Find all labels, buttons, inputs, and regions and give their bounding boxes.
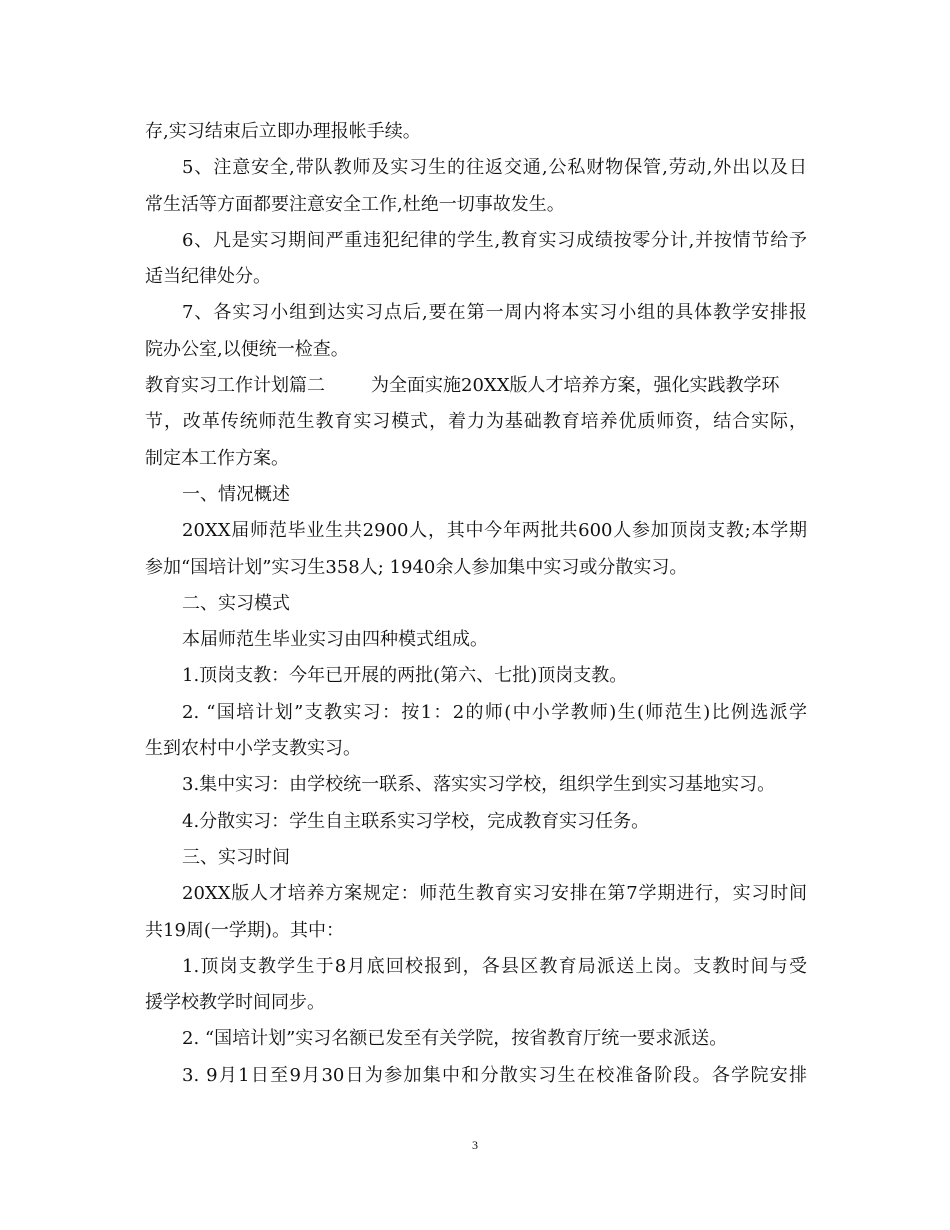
list-item: 2. “国培计划”实习名额已发至有关学院，按省教育厅统一要求派送。 [182,1028,728,1050]
text-line: 适当纪律处分。 [145,266,271,288]
list-item: 2. “国培计划”支教实习：按1：2的师(中小学教师)生(师范生)比例选派学 [182,701,807,723]
list-item: 3.集中实习：由学校统一联系、落实实习学校，组织学生到实习基地实习。 [182,774,776,796]
document-body [145,114,807,1094]
section-heading: 三、实习时间 [182,846,290,868]
text-line: 常生活等方面都要注意安全工作,杜绝一切事故发生。 [145,193,565,215]
text-line: 5、注意安全,带队教师及实习生的往返交通,公私财物保管,劳动,外出以及日 [182,157,807,179]
list-item: 4.分散实习：学生自主联系实习学校，完成教育实习任务。 [182,810,650,832]
page-number: 3 [472,1138,478,1152]
text-line: 院办公室,以便统一检查。 [145,338,349,360]
section-heading: 二、实习模式 [182,592,290,614]
text-line: 制定本工作方案。 [145,447,289,469]
text-line: 20XX版人才培养方案规定：师范生教育实习安排在第7学期进行，实习时间 [182,883,807,905]
section-heading: 一、情况概述 [182,483,290,505]
text-line: 生到农村中小学支教实习。 [145,738,361,760]
text-line-heading [145,368,807,404]
list-item: 1.顶岗支教：今年已开展的两批(第六、七批)顶岗支教。 [182,665,628,687]
text-line: 参加“国培计划”实习生358人; 1940余人参加集中实习或分散实习。 [145,556,688,578]
text-line: 援学校教学时间同步。 [145,992,325,1014]
list-item: 1.顶岗支教学生于8月底回校报到，各县区教育局派送上岗。支教时间与受 [182,955,807,977]
text-line: 本届师范生毕业实习由四种模式组成。 [182,629,488,651]
text-line: 为全面实施20XX版人才培养方案，强化实践教学环 [371,375,780,397]
text-line: 节，改革传统师范生教育实习模式，着力为基础教育培养优质师资，结合实际， [145,411,807,433]
text-line: 7、各实习小组到达实习点后,要在第一周内将本实习小组的具体教学安排报 [182,302,807,324]
text-line: 存,实习结束后立即办理报帐手续。 [145,121,421,142]
section-heading: 教育实习工作计划篇二 [145,375,325,397]
text-line: 6、凡是实习期间严重违犯纪律的学生,教育实习成绩按零分计,并按情节给予 [182,229,807,251]
text-line: 20XX届师范毕业生共2900人，其中今年两批共600人参加顶岗支教;本学期 [182,520,807,542]
text-line: 共19周(一学期)。其中： [145,919,344,941]
list-item: 3. 9月1日至9月30日为参加集中和分散实习生在校准备阶段。各学院安排 [182,1064,807,1086]
